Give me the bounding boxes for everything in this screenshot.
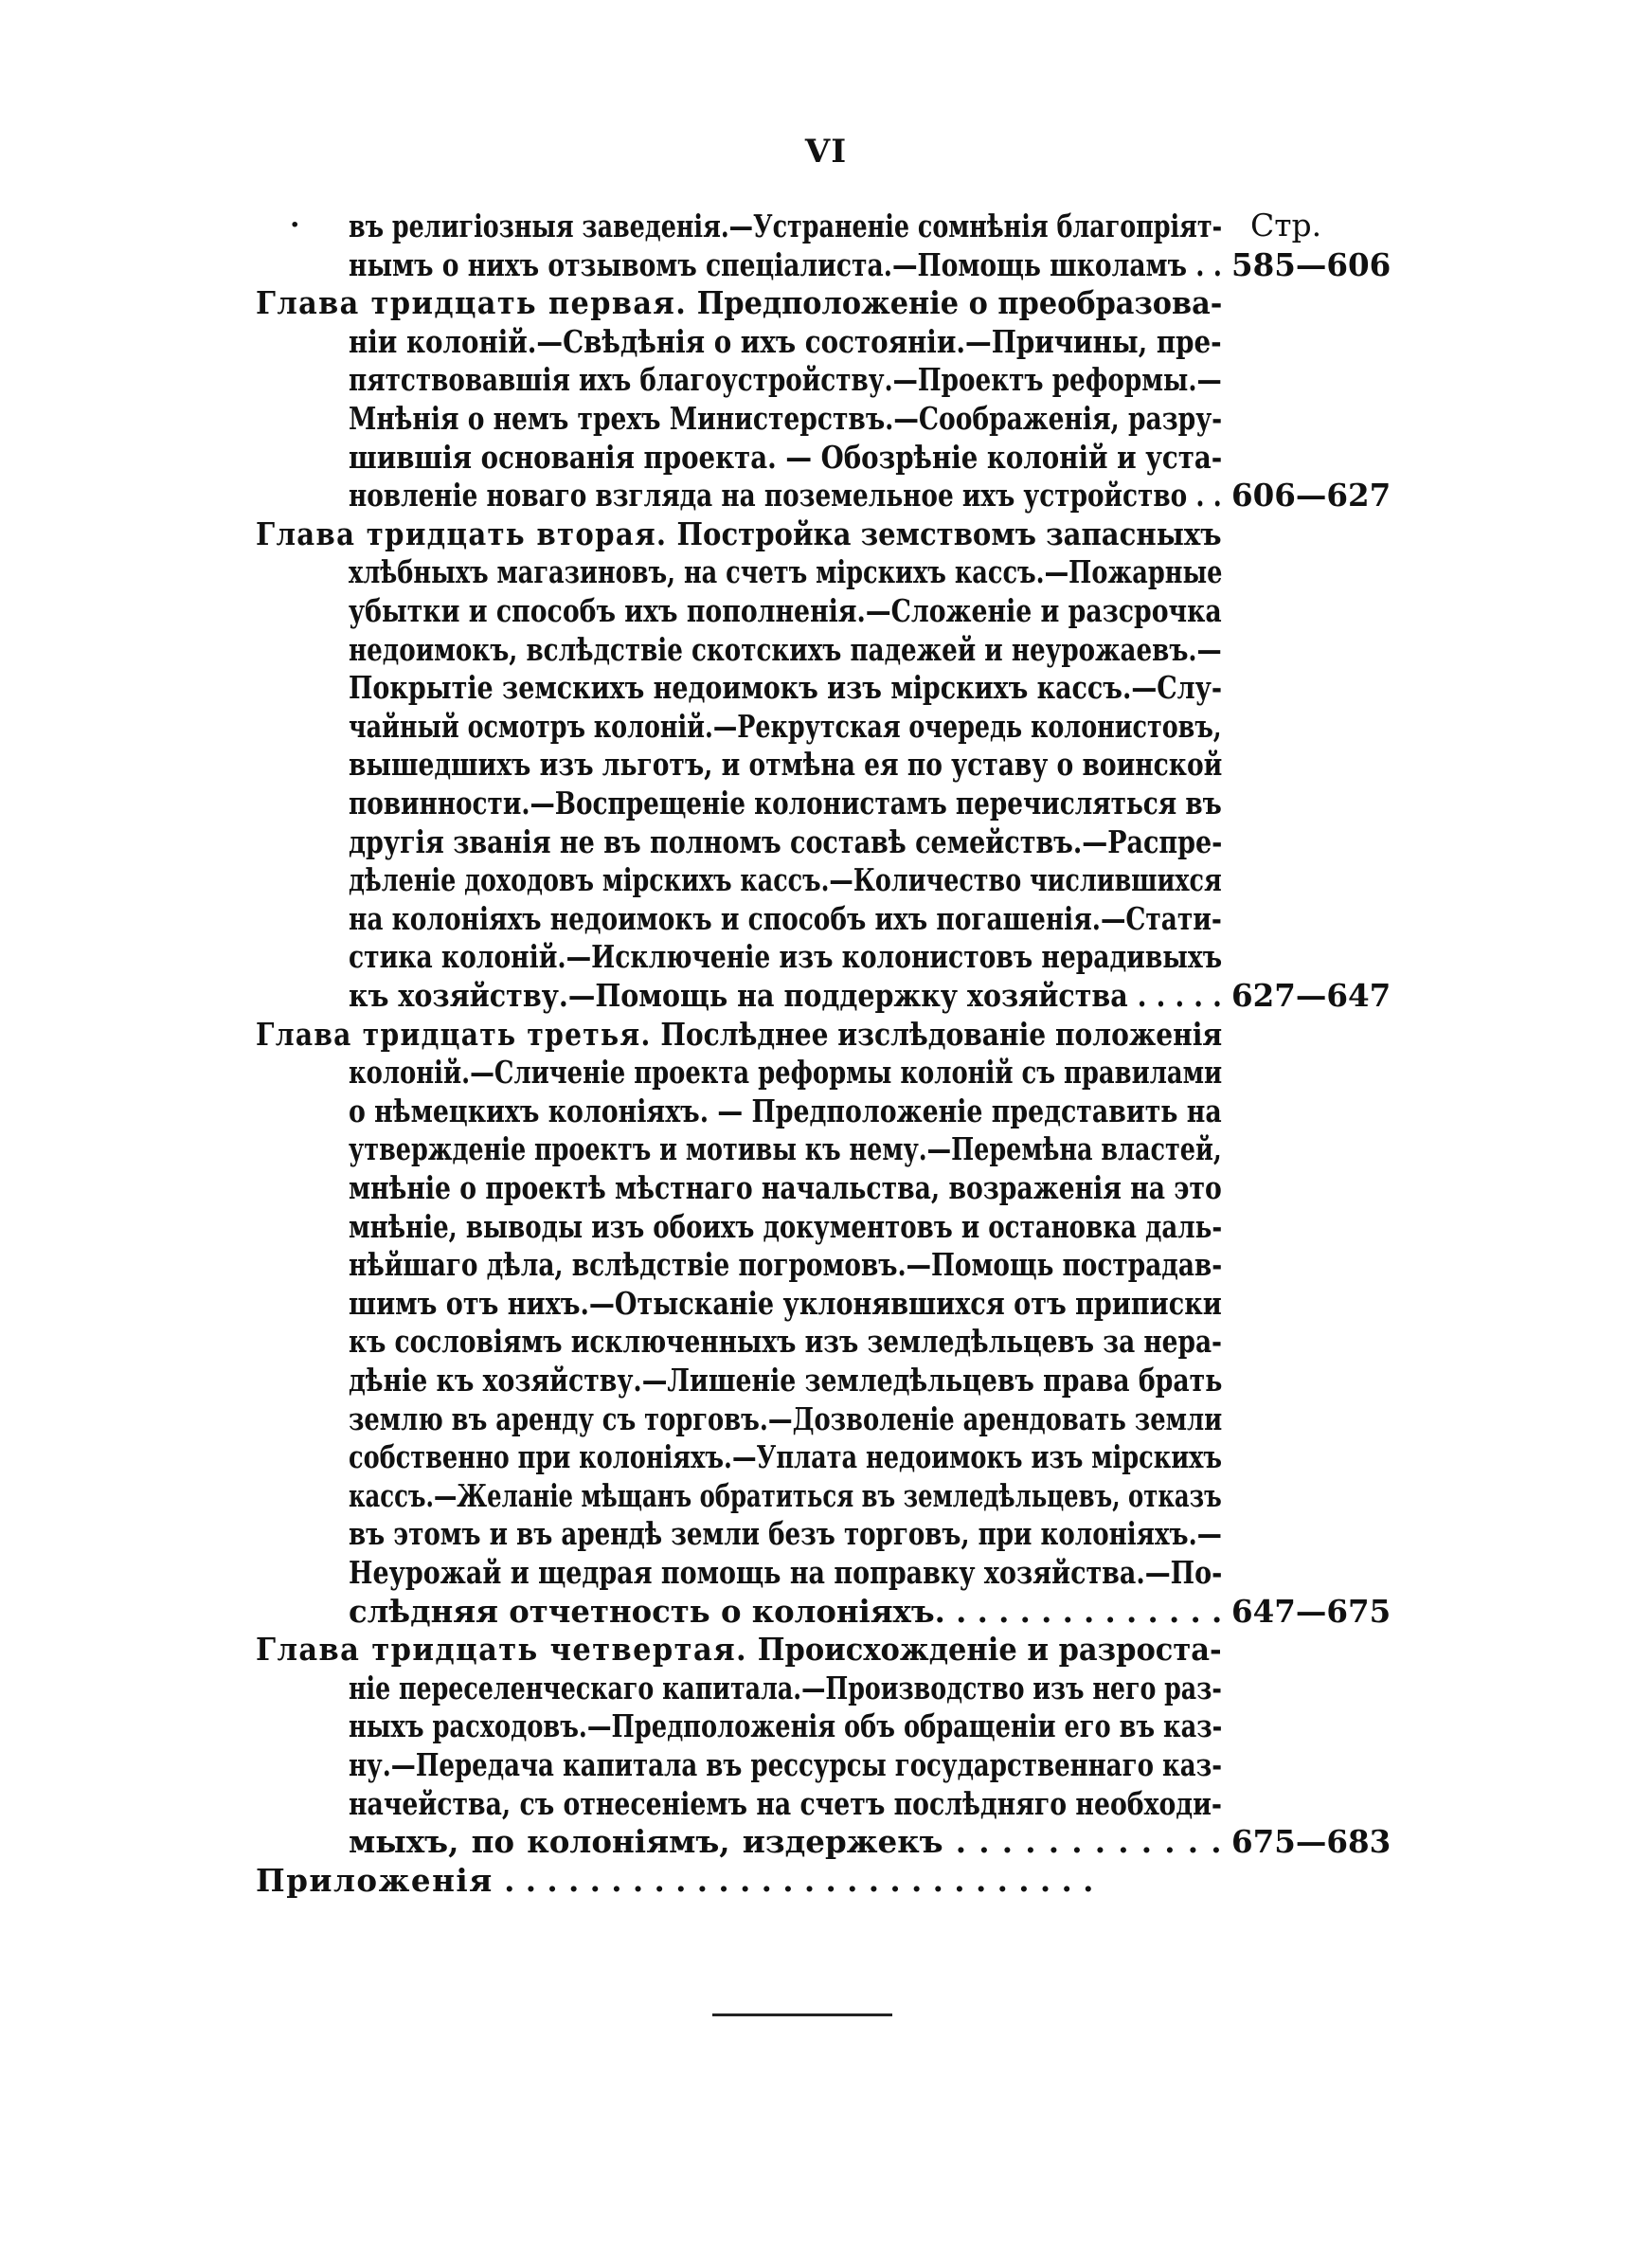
- page-range: 675—683: [1231, 1823, 1392, 1861]
- toc-line-text: ну.—Передача капитала въ рессурсы государственнаго каз-: [349, 1746, 1223, 1783]
- toc-line-text: мнѣніе о проектѣ мѣстнаго начальства, возраженія на это: [349, 1169, 1222, 1206]
- toc-line-text: дѣніе къ хозяйству.—Лишеніе земледѣльцевъ права брать: [349, 1362, 1223, 1399]
- toc-line-text: Предположеніе о преобразова-: [696, 284, 1223, 322]
- toc-line: [349, 631, 1222, 669]
- toc-line-text: Мнѣнія о немъ трехъ Министерствъ.—Соображенія, разру-: [349, 400, 1223, 437]
- toc-line: [349, 1438, 1222, 1476]
- toc-line: [349, 553, 1222, 591]
- toc-line-text: повинности.—Воспрещеніе колонистамъ перечисляться въ: [349, 785, 1222, 822]
- toc-line-text: нѣйшаго дѣла, вслѣдствіе погромовъ.—Помощь пострадав-: [349, 1246, 1223, 1284]
- toc-line-text: стика колоній.—Исключеніе изъ колонистовъ нерадивыхъ: [349, 938, 1223, 976]
- toc-line-text: ніе переселенческаго капитала.—Производство изъ него раз-: [349, 1669, 1222, 1706]
- toc-line: [349, 669, 1222, 707]
- toc-line-text: кассъ.—Желаніе мѣщанъ обратиться въ земледѣльцевъ, отказъ: [349, 1476, 1222, 1514]
- toc-line-text: ныхъ расходовъ.—Предположенія объ обращеніи его въ каз-: [349, 1707, 1223, 1745]
- toc-line-text: собственно при колоніяхъ.—Уплата недоимокъ изъ мірскихъ: [349, 1438, 1223, 1476]
- toc-line-text: утвержденіе проектъ и мотивы къ нему.—Перемѣна властей,: [349, 1130, 1222, 1168]
- toc-line: [349, 1477, 1222, 1515]
- toc-line: [349, 1208, 1222, 1246]
- toc-line-text: Покрытіе земскихъ недоимокъ изъ мірскихъ кассъ.—Слу-: [349, 669, 1223, 707]
- toc-line: [349, 1670, 1222, 1707]
- toc-line-text: землю въ аренду съ торговъ.—Дозволеніе арендовать земли: [349, 1399, 1223, 1437]
- toc-line-text: нымъ о нихъ отзывомъ спеціалиста.—Помощь школамъ . .: [349, 245, 1222, 283]
- toc-line: [349, 1746, 1222, 1784]
- toc-line: [256, 1862, 1093, 1900]
- toc-line-text: вышедшихъ изъ льготъ, и отмѣна ея по уставу о воинской: [349, 746, 1223, 784]
- toc-line: [349, 823, 1222, 861]
- toc-line: [349, 439, 1222, 477]
- toc-line: [349, 246, 1222, 284]
- toc-line: [349, 900, 1222, 938]
- toc-line: [349, 1400, 1222, 1438]
- toc-line: [349, 477, 1222, 515]
- toc-line: [349, 938, 1222, 976]
- toc-line-text: начейства, съ отнесеніемъ на счетъ послѣдняго необходи-: [349, 1784, 1222, 1822]
- toc-line-text: . . . . . . . . . . . . . . . . . . . . . . . . . . . .: [504, 1861, 1094, 1899]
- toc-line: [349, 1593, 1222, 1631]
- toc-line-text: къ хозяйству.—Помощь на поддержку хозяйства . . . . .: [349, 977, 1222, 1014]
- toc-line: [349, 1246, 1222, 1284]
- toc-line-text: къ сословіямъ исключенныхъ изъ земледѣльцевъ за нера-: [349, 1323, 1223, 1361]
- toc-line-text: въ религіозныя заведенія.—Устраненіе сомнѣнія благопріят-: [349, 208, 1223, 244]
- toc-line-text: Происхожденіе и разроста-: [757, 1631, 1222, 1669]
- toc-line-text: другія званія не въ полномъ составѣ семействъ.—Распре-: [349, 822, 1223, 860]
- toc-line: [349, 1707, 1222, 1745]
- page-range: 627—647: [1231, 977, 1392, 1014]
- toc-line-text: мнѣніе, выводы изъ обоихъ документовъ и остановка даль-: [349, 1207, 1223, 1245]
- toc-line-text: убытки и способъ ихъ пополненія.—Сложеніе и разсрочка: [349, 592, 1222, 629]
- toc-line-text: чайный осмотръ колоній.—Рекрутская очередь колонистовъ,: [349, 707, 1222, 745]
- toc-line: [349, 708, 1222, 746]
- toc-line-text: дѣленіе доходовъ мірскихъ кассъ.—Количество числившихся: [349, 861, 1222, 899]
- toc-line-text: Постройка земствомъ запасныхъ: [676, 515, 1222, 552]
- chapter-heading: Приложенія: [256, 1861, 494, 1899]
- toc-line: [349, 785, 1222, 822]
- toc-line: [349, 208, 1222, 245]
- toc-line-text: шившія основанія проекта. — Обозрѣніе колоній и уста-: [349, 438, 1223, 476]
- toc-line: [349, 323, 1222, 361]
- toc-line-text: слѣдняя отчетность о колоніяхъ. . . . . . . . . . . . . .: [349, 1592, 1223, 1630]
- page-range: 606—627: [1231, 477, 1392, 515]
- toc-line-text: о нѣмецкихъ колоніяхъ. — Предположеніе представить на: [349, 1092, 1222, 1129]
- toc-line-text: мыхъ, по колоніямъ, издержекъ . . . . . . . . . . . .: [349, 1823, 1222, 1861]
- toc-line: [256, 515, 1222, 553]
- toc-line-text: шимъ отъ нихъ.—Отысканіе уклонявшихся отъ приписки: [349, 1284, 1222, 1322]
- chapter-heading: Глава тридцать первая.: [256, 284, 688, 322]
- toc-line-text: новленіе новаго взгляда на поземельное ихъ устройство . .: [349, 477, 1222, 515]
- toc-line: [349, 1285, 1222, 1323]
- toc-line-text: недоимокъ, вслѣдствіе скотскихъ падежей и неурожаевъ.—: [349, 630, 1222, 668]
- toc-line: [349, 1515, 1222, 1553]
- toc-line: [256, 1016, 1222, 1054]
- toc-line: [349, 1362, 1222, 1399]
- toc-line: [256, 284, 1222, 322]
- toc-line: [349, 746, 1222, 784]
- chapter-heading: Глава тридцать четвертая.: [256, 1631, 748, 1669]
- page-number: VI: [804, 133, 848, 171]
- toc-line: [349, 1323, 1222, 1361]
- toc-line: [349, 861, 1222, 899]
- toc-line-text: ніи колоній.—Свѣдѣнія о ихъ состояніи.—Причины, пре-: [349, 322, 1222, 360]
- margin-mark: ·: [290, 208, 300, 242]
- toc-line: [349, 1823, 1222, 1861]
- toc-line-text: на колоніяхъ недоимокъ и способъ ихъ погашенія.—Стати-: [349, 899, 1222, 937]
- toc-line-text: колоній.—Сличеніе проекта реформы колоній съ правилами: [349, 1054, 1223, 1092]
- column-header-pages: Стр.: [1250, 207, 1322, 244]
- toc-line: [349, 1130, 1222, 1168]
- toc-line-text: Послѣднее изслѣдованіе положенія: [660, 1015, 1223, 1053]
- toc-line-text: Неурожай и щедрая помощь на поправку хозяйства.—По-: [349, 1554, 1223, 1591]
- chapter-heading: Глава тридцать вторая.: [256, 515, 668, 552]
- toc-line: [349, 977, 1222, 1015]
- chapter-heading: Глава тридцать третья.: [256, 1015, 652, 1053]
- toc-line: [349, 1169, 1222, 1207]
- toc-line: [349, 1785, 1222, 1823]
- toc-line: [349, 400, 1222, 438]
- page-range: 585—606: [1231, 245, 1392, 283]
- toc-line: [349, 1554, 1222, 1592]
- toc-line: [349, 1054, 1222, 1092]
- toc-line: [349, 361, 1222, 399]
- toc-line: [349, 1092, 1222, 1130]
- toc-line: [349, 592, 1222, 630]
- toc-line: [256, 1631, 1222, 1669]
- end-rule: [712, 2013, 892, 2016]
- page-range: 647—675: [1231, 1592, 1392, 1630]
- toc-line-text: въ этомъ и въ арендѣ земли безъ торговъ, при колоніяхъ.—: [349, 1515, 1222, 1553]
- toc-line-text: хлѣбныхъ магазиновъ, на счетъ мірскихъ кассъ.—Пожарные: [349, 553, 1223, 591]
- toc-line-text: пятствовавшія ихъ благоустройству.—Проектъ реформы.—: [349, 361, 1222, 399]
